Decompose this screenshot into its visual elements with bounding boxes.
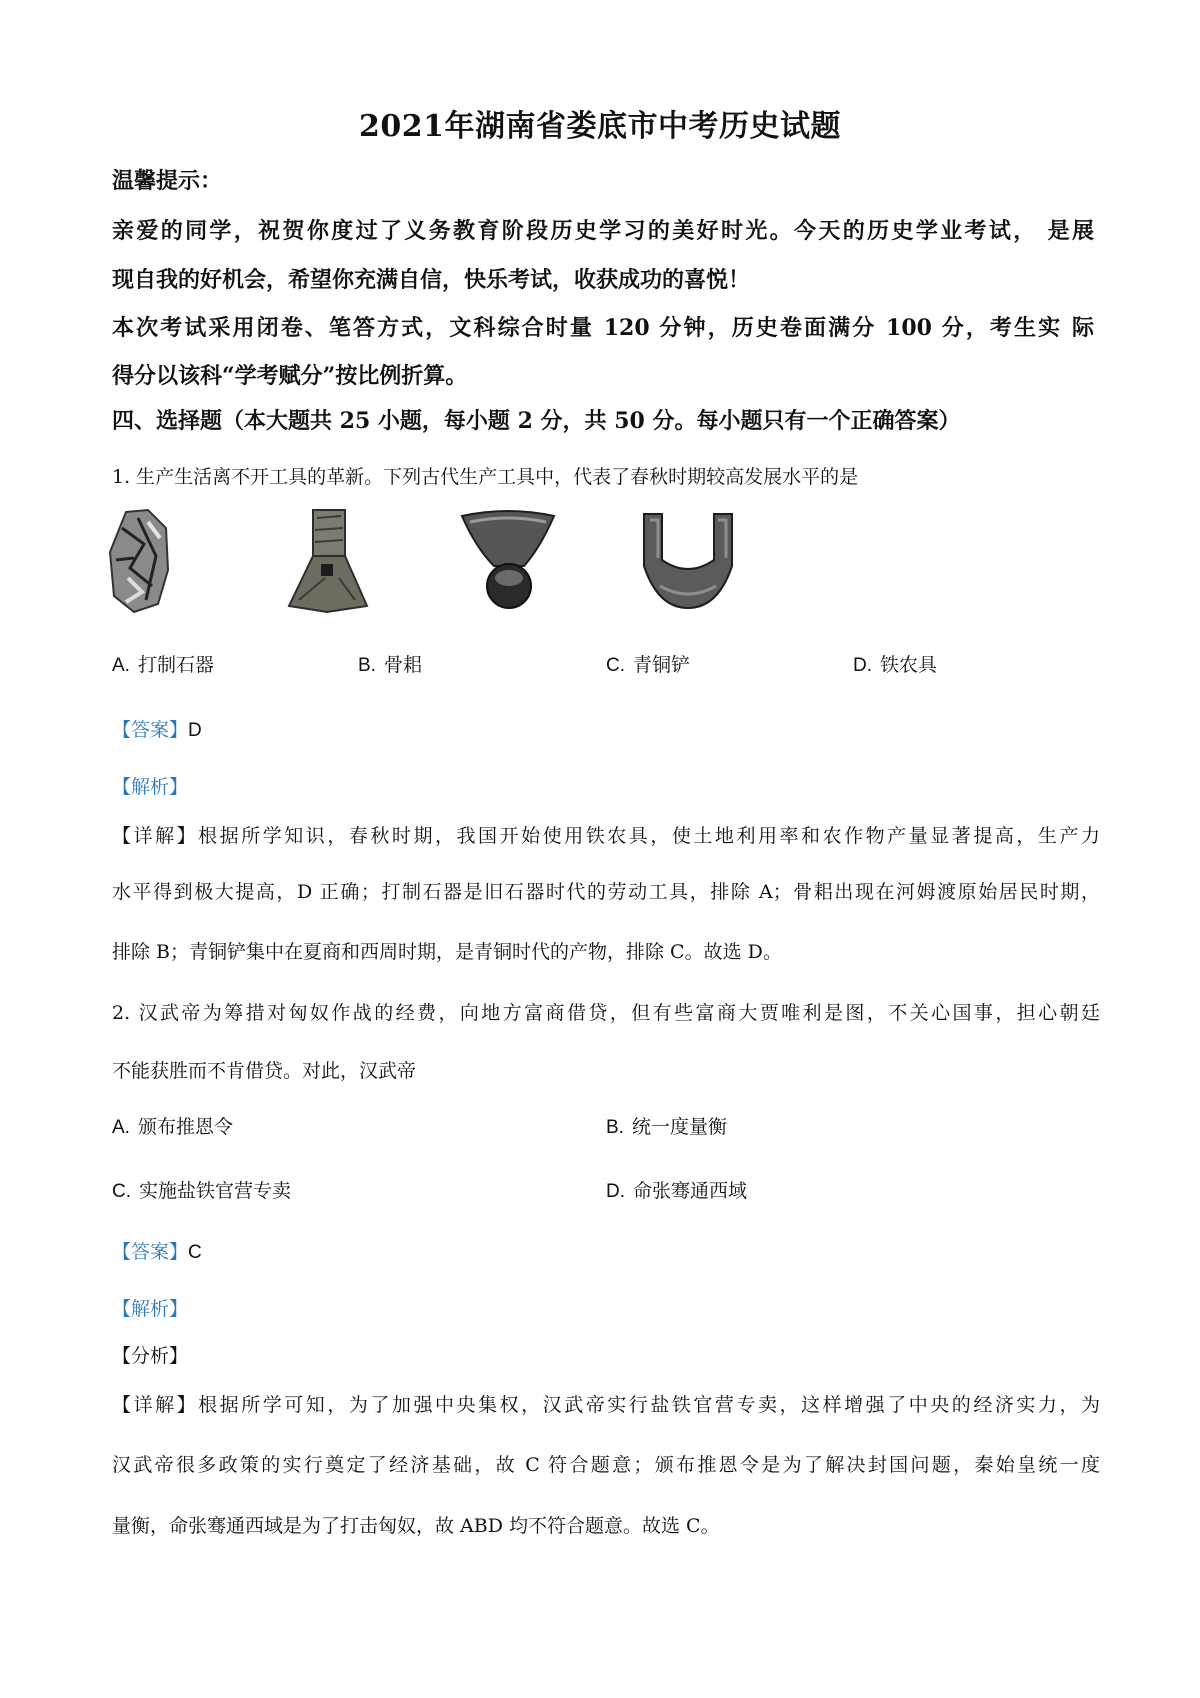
q2-analysis-tag: 【解析】 (112, 1298, 189, 1320)
notice-heading: 温馨提示： (112, 168, 223, 194)
iron-tool-image (638, 508, 738, 614)
notice-line-4: 得分以该科“学考赋分”按比例折算。 (112, 363, 468, 389)
answer-value: D (188, 720, 202, 741)
option-text: 青铜铲 (633, 654, 691, 676)
q2-detail-line-1: 【详解】根据所学可知，为了加强中央集权，汉武帝实行盐铁官营专卖，这样增强了中央的经济实力，为 (112, 1394, 1100, 1416)
q2-option-a[interactable] (112, 1112, 233, 1139)
q1-detail-line-1: 【详解】根据所学知识，春秋时期，我国开始使用铁农具，使土地利用率和农作物产量显著提高，生产力 (112, 825, 1100, 847)
answer-value: C (188, 1242, 202, 1263)
option-text: 颁布推恩令 (137, 1116, 233, 1138)
bone-spade-image (285, 508, 369, 614)
q1-stem: 1. 生产生活离不开工具的革新。下列古代生产工具中，代表了春秋时期较高发展水平的是 (112, 466, 859, 488)
answer-tag: 【答案】 (112, 719, 189, 741)
option-text: 实施盐铁官营专卖 (139, 1180, 292, 1202)
q1-detail-line-2: 水平得到极大提高，D 正确；打制石器是旧石器时代的劳动工具，排除 A；骨耜出现在河姆渡原始居民时期， (112, 881, 1100, 903)
q1-answer (112, 715, 202, 742)
q2-fenxi-tag: 【分析】 (112, 1345, 189, 1367)
notice-line-2: 现自我的好机会，希望你充满自信，快乐考试，收获成功的喜悦！ (112, 267, 751, 293)
q2-option-b[interactable] (606, 1112, 727, 1139)
option-letter: D. (853, 655, 872, 676)
option-letter: D. (606, 1181, 625, 1202)
q1-option-d[interactable] (853, 650, 937, 677)
notice-line-1: 亲爱的同学，祝贺你度过了义务教育阶段历史学习的美好时光。今天的历史学业考试， 是展 (112, 218, 1094, 244)
option-letter: A. (112, 1117, 130, 1138)
q2-answer (112, 1237, 202, 1264)
option-letter: B. (358, 655, 376, 676)
option-text: 骨耜 (383, 654, 422, 676)
q1-option-a[interactable] (112, 650, 214, 677)
q2-option-d[interactable] (606, 1176, 747, 1203)
bronze-shovel-image (460, 508, 556, 614)
option-text: 铁农具 (880, 654, 938, 676)
q1-option-b[interactable] (358, 650, 422, 677)
q2-option-c[interactable] (112, 1176, 291, 1203)
stone-tool-image (108, 508, 170, 614)
q2-stem-line-2: 不能获胜而不肯借贷。对此，汉武帝 (112, 1060, 417, 1082)
option-letter: A. (112, 655, 130, 676)
q2-detail-line-2: 汉武帝很多政策的实行奠定了经济基础，故 C 符合题意；颁布推恩令是为了解决封国问题，秦始皇统一度 (112, 1454, 1100, 1476)
option-letter: C. (112, 1181, 131, 1202)
q2-stem-line-1: 2. 汉武帝为筹措对匈奴作战的经费，向地方富商借贷，但有些富商大贾唯利是图，不关心国事，担心朝廷 (112, 1002, 1100, 1024)
option-text: 打制石器 (137, 654, 214, 676)
section-heading: 四、选择题（本大题共 25 小题，每小题 2 分，共 50 分。每小题只有一个正确答案） (112, 408, 961, 434)
page-title: 2021年湖南省娄底市中考历史试题 (359, 109, 841, 144)
q1-detail-line-3: 排除 B；青铜铲集中在夏商和西周时期，是青铜时代的产物，排除 C。故选 D。 (112, 941, 782, 963)
option-letter: B. (606, 1117, 624, 1138)
option-text: 命张骞通西域 (633, 1180, 748, 1202)
answer-tag: 【答案】 (112, 1241, 189, 1263)
q2-detail-line-3: 量衡，命张骞通西域是为了打击匈奴，故 ABD 均不符合题意。故选 C。 (112, 1515, 720, 1537)
option-letter: C. (606, 655, 625, 676)
option-text: 统一度量衡 (631, 1116, 727, 1138)
q1-option-c[interactable] (606, 650, 690, 677)
q1-analysis-tag: 【解析】 (112, 776, 189, 798)
notice-line-3: 本次考试采用闭卷、笔答方式，文科综合时量 120 分钟，历史卷面满分 100 分，考生实 际 (112, 315, 1094, 341)
